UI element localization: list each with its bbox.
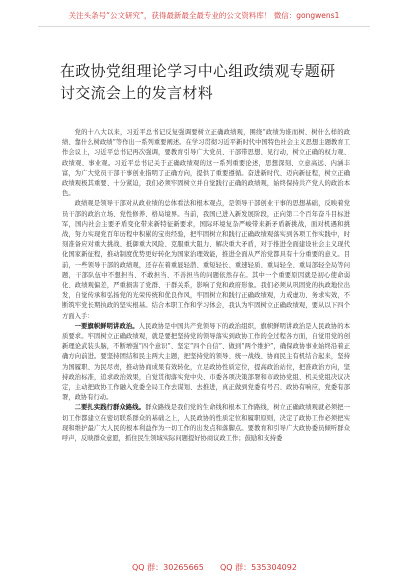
footer-qq-number: QQ 群：30265665 — [132, 563, 204, 572]
paragraph-text: 政绩观是领导干部对从政业绩的总体看法和根本观点，是领导干部创业干事的思想基础，反映着党员干部的政治立场、党性修养、格局境界。当前，我国已进入新发展阶段，正向第二个百年奋斗目标进军，国内社会主要矛盾变化带来新特征新要求，国际环境复杂严峻带来新矛盾新挑战，面对机遇和挑战，努力实现党百年历程中积累的宝贵经验，把牢固树立和践行正确政绩观落实到各项工作实践中，时刻准备应对重大挑战、抵御重大风险、克服重大阻力、解决重大矛盾，对于推进全面建设社会主义现代化国家新征程，推动制度优势更好转化为国家治理效能，推进全面从严治党都具有十分重要的意义。目前，一些领导干部的政绩观，还存在着重显轻潜、重短轻长、重速轻质、重局轻全、重局部轻全局等问题，干部队伍中不想担当、不敢担当、不善担当的问题依然存在。其中一个重要原因就是初心使命弱化、政绩观偏差，严重损害了党群、干群关系，影响了党和政府形象。我们必须从巩固党的执政地位出发，自觉传承和弘扬党的光荣传统和优良作风，牢固树立和践行正确政绩观，力戒虚功、务求实效，不断筑牢党长期执政的坚实根基。结合本职工作和学习体会，我认为牢固树立正确政绩观，要从以下四个方面入手： — [62, 200, 350, 320]
paragraph-text: 党的十八大以来，习近平总书记反复强调要树立正确政绩观，围绕“政绩为谁而树、树什么样的政绩、靠什么树政绩”等作出一系列重要阐述。在学习贯彻习近平新时代中国特色社会主义思想主题教育工作会议上，习近平总书记再次强调，要教育引导广大党员、干部带思想、见行动，树立正确的权力观、政绩观、事业观。习近平总书记关于正确政绩观的这一系列重要论述，思想深刻、立意高远、内涵丰富，为广大党员干部干事创业指明了正确方向，提供了重要遵循。奋进新时代、迈向新征程，树立正确政绩观极其重要、十分紧迫，我们必须牢固树立并自觉践行正确的政绩观，始终保持共产党人的政治本色。 — [62, 129, 350, 198]
paragraph-text: 群众路线是我们党的生命线和根本工作路线，树立正确政绩观就必须把一切工作都建立在密切联系群众的基础之上，人民政协的性质定位和履职原则，决定了政协工作必须把实现和维护最广大人民的根本利益作为一切工作的出发点和落脚点。要教育和引导广大政协委员倾听群众呼声，反映群众意愿，抓住民生领域实际问题提好协商议政工作；鼓励和支持委 — [62, 404, 351, 443]
document-title: 在政协党组理论学习中心组政绩观专题研讨交流会上的发言材料 — [60, 62, 336, 102]
document-body — [62, 128, 350, 444]
header-banner[interactable]: 关注头条号“公文研究”，获得最新最全最专业的公文资料库！ 微信：gongwens1 — [68, 11, 340, 20]
section-heading: 一要旗帜鲜明讲政治。 — [74, 322, 139, 330]
header-divider — [38, 26, 370, 27]
paragraph — [62, 128, 350, 199]
paragraph-text: 人民政协是中国共产党领导下的政治组织，旗帜鲜明讲政治是人民政协的本质要求。牢固树立正确政绩观，就是要把坚持党的领导落实到政协工作的全过程各方面，自觉用党的创新理论武装头脑，不断增强“四个意识”、坚定“四个自信”、做到“两个维护”，确保政协事业始终沿着正确方向前进。要坚持团结和民主两大主题，把坚持党的领导、统一战线、协商民主有机结合起来，坚持为国履职、为民尽责，推动协商成果有效转化，立足政协性质定位，提高政治站位，把准政治方向，坚持政治标准，追求政治效果，自觉贯彻落实党中央、市委各项决策部署和市政协党组、机关党组决议决定，主动把政协工作融入党委全局工作去谋划、去推进，真正做到党委有号召、政协有响应，党委有部署，政协有行动。 — [62, 322, 351, 402]
section-paragraph — [62, 322, 350, 404]
paragraph — [62, 199, 350, 321]
section-heading: 二要扎实践行群众路线。 — [74, 404, 146, 412]
footer-qq-group: QQ 群：535304092 — [220, 563, 297, 572]
section-paragraph — [62, 403, 350, 444]
